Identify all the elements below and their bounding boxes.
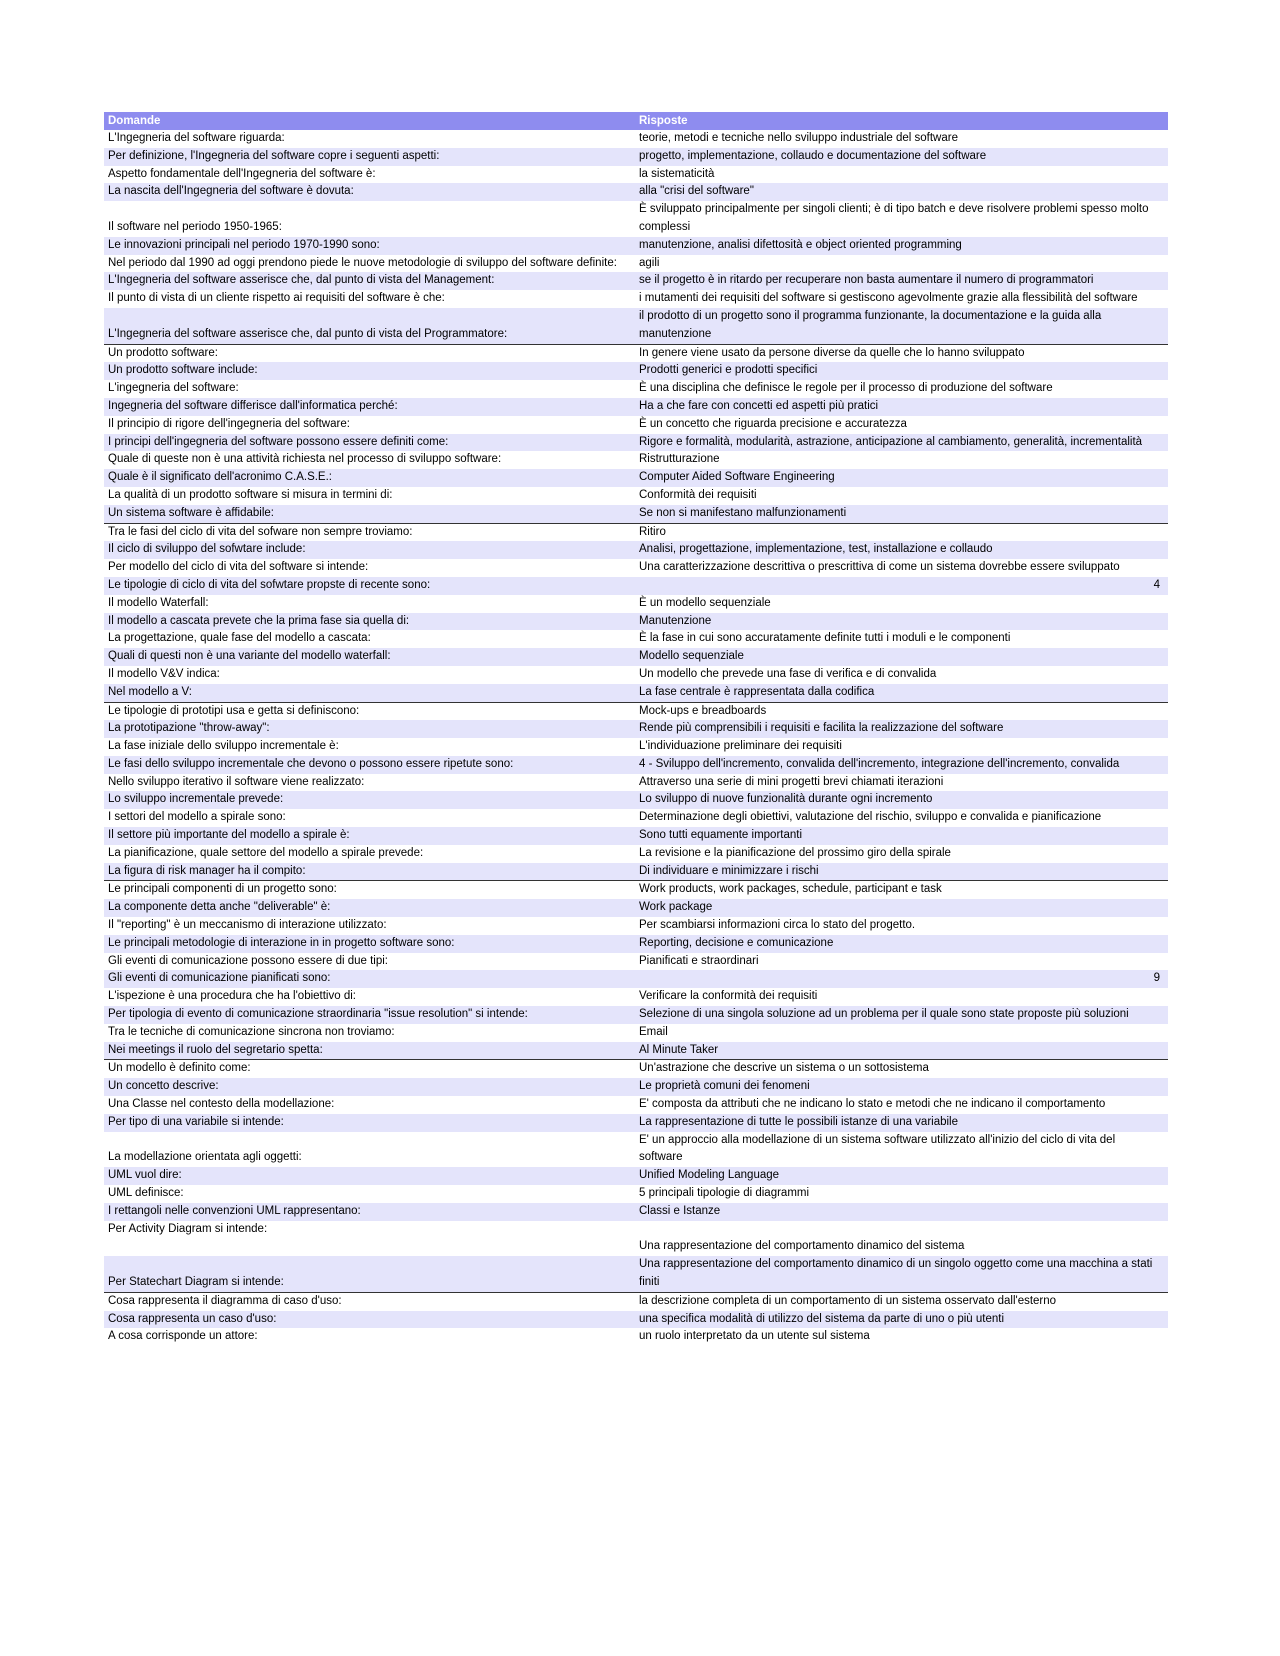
table-row [104, 1024, 1168, 1042]
question-cell: L'ingegneria del software: [108, 382, 239, 395]
table-row [104, 255, 1168, 273]
question-cell: Quale di queste non è una attività richiesta nel processo di sviluppo software: [108, 453, 502, 466]
question-cell: Le innovazioni principali nel periodo 1970-1990 sono: [108, 238, 380, 251]
table-row [104, 899, 1168, 917]
table-row [104, 917, 1168, 935]
answer-cell: Conformità dei requisiti [639, 488, 757, 501]
table-row [104, 505, 1168, 524]
answer-cell: L'individuazione preliminare dei requisiti [639, 740, 842, 753]
question-cell: Il software nel periodo 1950-1965: [108, 220, 282, 233]
answer-cell: Computer Aided Software Engineering [639, 471, 835, 484]
question-cell: Il principio di rigore dell'ingegneria del software: [108, 417, 350, 430]
table-row [104, 1006, 1168, 1024]
question-cell: L'Ingegneria del software asserisce che, dal punto di vista del Management: [108, 274, 495, 287]
answer-cell: In genere viene usato da persone diverse da quelle che lo hanno sviluppato [639, 346, 1025, 359]
table-row [104, 684, 1168, 703]
question-cell: L'Ingegneria del software asserisce che, dal punto di vista del Programmatore: [108, 327, 508, 340]
answer-cell: È una disciplina che definisce le regole per il processo di produzione del software [639, 382, 1053, 395]
table-row [104, 380, 1168, 398]
question-cell: Per definizione, l'Ingegneria del software copre i seguenti aspetti: [108, 149, 440, 162]
answer-cell: È un concetto che riguarda precisione e accuratezza [639, 417, 907, 430]
table-row [104, 613, 1168, 631]
answer-cell: manutenzione, analisi difettosità e object oriented programming [639, 238, 962, 251]
question-cell: Gli eventi di comunicazione possono essere di due tipi: [108, 954, 388, 967]
table-row [104, 827, 1168, 845]
table-row [104, 791, 1168, 809]
question-cell: Un modello è definito come: [108, 1062, 251, 1075]
table-row [104, 953, 1168, 971]
answer-cell: Work products, work packages, schedule, participant e task [639, 883, 942, 896]
question-cell: Una Classe nel contesto della modellazione: [108, 1098, 335, 1111]
table-row [104, 935, 1168, 953]
question-cell: Quale è il significato dell'acronimo C.A.S.E.: [108, 471, 332, 484]
question-cell: Le tipologie di ciclo di vita del sofwtare propste di recente sono: [108, 578, 431, 591]
answer-cell: La rappresentazione di tutte le possibili istanze di una variabile [639, 1115, 959, 1128]
question-cell: La fase iniziale dello sviluppo incrementale è: [108, 740, 339, 753]
table-row [104, 1078, 1168, 1096]
table-row [104, 416, 1168, 434]
table-row [104, 595, 1168, 613]
question-cell: Nel periodo dal 1990 ad oggi prendono piede le nuove metodologie di sviluppo del software definite: [108, 256, 617, 269]
table-header [104, 112, 1168, 130]
question-cell: I settori del modello a spirale sono: [108, 811, 286, 824]
answer-cell: Ristrutturazione [639, 453, 720, 466]
answer-cell: Sono tutti equamente importanti [639, 829, 803, 842]
question-cell: Tra le fasi del ciclo di vita del sofware non sempre troviamo: [108, 525, 413, 538]
answer-cell: Rende più comprensibili i requisiti e facilita la realizzazione del software [639, 722, 1004, 735]
answer-cell: Una caratterizzazione descrittiva o prescrittiva di come un sistema dovrebbe essere sviluppato [639, 561, 1120, 574]
table-row [104, 720, 1168, 738]
question-cell: La componente detta anche "deliverable" è: [108, 901, 331, 914]
question-cell: Le fasi dello sviluppo incrementale che devono o possono essere ripetute sono: [108, 757, 514, 770]
question-cell: La figura di risk manager ha il compito: [108, 864, 306, 877]
answer-cell: Un modello che prevede una fase di verifica e di convalida [639, 667, 937, 680]
table-row [104, 308, 1168, 345]
question-cell: Il "reporting" è un meccanismo di interazione utilizzato: [108, 919, 387, 932]
answer-cell: Manutenzione [639, 614, 712, 627]
question-cell: Cosa rappresenta un caso d'uso: [108, 1312, 277, 1325]
table-row [104, 863, 1168, 882]
question-cell: Ingegneria del software differisce dall'informatica perché: [108, 399, 398, 412]
question-cell: Le principali componenti di un progetto sono: [108, 883, 337, 896]
question-cell: Tra le tecniche di comunicazione sincrona non troviamo: [108, 1025, 395, 1038]
question-cell: I principi dell'ingegneria del software possono essere definiti come: [108, 435, 449, 448]
table-row [104, 148, 1168, 166]
answer-cell: Modello sequenziale [639, 650, 744, 663]
question-cell: Le principali metodologie di interazione in in progetto software sono: [108, 936, 455, 949]
answer-cell: 4 - Sviluppo dell'incremento, convalida dell'incremento, integrazione dell'incremento, convalida [639, 757, 1120, 770]
answer-cell: Reporting, decisione e comunicazione [639, 936, 834, 949]
table-row [104, 756, 1168, 774]
table-row [104, 666, 1168, 684]
table-row [104, 970, 1168, 988]
header-questions: Domande [108, 115, 161, 127]
answer-cell: E' un approccio alla modellazione di un sistema software utilizzato all'inizio del ciclo di vita del software [639, 1133, 1116, 1164]
header-answers: Risposte [639, 115, 688, 127]
table-row [104, 1221, 1168, 1257]
question-cell: L'ispezione è una procedura che ha l'obiettivo di: [108, 990, 356, 1003]
answer-cell: Ritiro [639, 525, 666, 538]
answer-cell: 9 [1153, 972, 1160, 985]
question-cell: Nello sviluppo iterativo il software viene realizzato: [108, 775, 365, 788]
question-cell: La progettazione, quale fase del modello a cascata: [108, 632, 371, 645]
question-cell: Il modello Waterfall: [108, 596, 209, 609]
question-cell: Aspetto fondamentale dell'Ingegneria del software è: [108, 167, 376, 180]
answer-cell: Work package [639, 901, 713, 914]
table-row [104, 1293, 1168, 1311]
answer-cell: Lo sviluppo di nuove funzionalità durante ogni incremento [639, 793, 933, 806]
table-row [104, 183, 1168, 201]
table-row [104, 648, 1168, 666]
table-row [104, 434, 1168, 452]
qa-table [104, 112, 1168, 1346]
table-row [104, 398, 1168, 416]
table-row [104, 487, 1168, 505]
question-cell: Nel modello a V: [108, 685, 192, 698]
answer-cell: progetto, implementazione, collaudo e documentazione del software [639, 149, 987, 162]
question-cell: Quali di questi non è una variante del modello waterfall: [108, 650, 391, 663]
table-row [104, 559, 1168, 577]
question-cell: Il settore più importante del modello a spirale è: [108, 829, 350, 842]
table-row [104, 469, 1168, 487]
answer-cell: Rigore e formalità, modularità, astrazione, anticipazione al cambiamento, generalità, incrementalità [639, 435, 1143, 448]
answer-cell: Unified Modeling Language [639, 1169, 780, 1182]
question-cell: Per Activity Diagram si intende: [108, 1222, 268, 1235]
answer-cell: i mutamenti dei requisiti del software si gestiscono agevolmente grazie alla flessibilità del software [639, 292, 1138, 305]
question-cell: Il modello V&V indica: [108, 667, 220, 680]
question-cell: Un sistema software è affidabile: [108, 506, 274, 519]
answer-cell: Un'astrazione che descrive un sistema o un sottosistema [639, 1062, 929, 1075]
table-row [104, 1132, 1168, 1168]
table-row [104, 988, 1168, 1006]
answer-cell: Email [639, 1025, 668, 1038]
question-cell: La prototipazione "throw-away": [108, 722, 270, 735]
answer-cell: È sviluppato principalmente per singoli clienti; è di tipo batch e deve risolvere problemi spesso molto complessi [639, 203, 1149, 233]
table-row [104, 541, 1168, 559]
table-body [104, 130, 1168, 1346]
table-row [104, 1256, 1168, 1293]
answer-cell: Di individuare e minimizzare i rischi [639, 864, 819, 877]
table-row [104, 845, 1168, 863]
table-row [104, 774, 1168, 792]
answer-cell: Se non si manifestano malfunzionamenti [639, 506, 847, 519]
table-row [104, 1042, 1168, 1061]
table-row [104, 1311, 1168, 1329]
table-row [104, 809, 1168, 827]
question-cell: Per modello del ciclo di vita del software si intende: [108, 561, 369, 574]
question-cell: I rettangoli nelle convenzioni UML rappresentano: [108, 1204, 361, 1217]
table-row [104, 738, 1168, 756]
answer-cell: una specifica modalità di utilizzo del sistema da parte di uno o più utenti [639, 1312, 1005, 1325]
answer-cell: E' composta da attributi che ne indicano lo stato e metodi che ne indicano il comportamento [639, 1098, 1106, 1111]
answer-cell: la descrizione completa di un comportamento di un sistema osservato dall'esterno [639, 1294, 1057, 1307]
table-row [104, 130, 1168, 148]
question-cell: Un prodotto software include: [108, 364, 258, 377]
table-row [104, 290, 1168, 308]
answer-cell: Ha a che fare con concetti ed aspetti più pratici [639, 399, 879, 412]
answer-cell: Per scambiarsi informazioni circa lo stato del progetto. [639, 919, 916, 932]
table-row [104, 577, 1168, 595]
table-row [104, 630, 1168, 648]
question-cell: Il ciclo di sviluppo del sofwtare include: [108, 543, 306, 556]
table-row [104, 451, 1168, 469]
answer-cell: Selezione di una singola soluzione ad un problema per il quale sono state proposte più soluzioni [639, 1008, 1129, 1021]
answer-cell: Pianificati e straordinari [639, 954, 759, 967]
question-cell: Cosa rappresenta il diagramma di caso d'uso: [108, 1294, 342, 1307]
answer-cell: La fase centrale è rappresentata dalla codifica [639, 685, 875, 698]
question-cell: Il punto di vista di un cliente rispetto ai requisiti del software è che: [108, 292, 445, 305]
table-row [104, 1114, 1168, 1132]
table-row [104, 166, 1168, 184]
answer-cell: Una rappresentazione del comportamento dinamico di un singolo oggetto come una macchina a stati finiti [639, 1258, 1153, 1288]
answer-cell: Al Minute Taker [639, 1043, 719, 1056]
question-cell: Per tipologia di evento di comunicazione straordinaria "issue resolution" si intende: [108, 1008, 528, 1021]
table-row [104, 524, 1168, 542]
question-cell: Per Statechart Diagram si intende: [108, 1276, 284, 1288]
answer-cell: Classi e Istanze [639, 1204, 721, 1217]
question-cell: La modellazione orientata agli oggetti: [108, 1151, 302, 1164]
table-row [104, 362, 1168, 380]
answer-cell: Una rappresentazione del comportamento dinamico del sistema [639, 1240, 965, 1253]
table-row [104, 345, 1168, 363]
question-cell: UML vuol dire: [108, 1169, 182, 1182]
table-row [104, 272, 1168, 290]
table-row [104, 237, 1168, 255]
table-row [104, 1328, 1168, 1346]
question-cell: Il modello a cascata prevete che la prima fase sia quella di: [108, 614, 410, 627]
question-cell: Per tipo di una variabile si intende: [108, 1115, 284, 1128]
answer-cell: teorie, metodi e tecniche nello sviluppo industriale del software [639, 132, 958, 144]
table-row [104, 703, 1168, 721]
answer-cell: Determinazione degli obiettivi, valutazione del rischio, sviluppo e convalida e pianificazione [639, 811, 1102, 824]
question-cell: L'Ingegneria del software riguarda: [108, 132, 285, 144]
table-row [104, 1096, 1168, 1114]
table-row [104, 1203, 1168, 1221]
table-row [104, 881, 1168, 899]
answer-cell: Attraverso una serie di mini progetti brevi chiamati iterazioni [639, 775, 944, 788]
answer-cell: agili [639, 256, 660, 269]
answer-cell: Verificare la conformità dei requisiti [639, 990, 818, 1003]
answer-cell: il prodotto di un progetto sono il programma funzionante, la documentazione e la guida alla manutenzione [639, 309, 1102, 340]
answer-cell: se il progetto è in ritardo per recuperare non basta aumentare il numero di programmatori [639, 274, 1094, 287]
answer-cell: È la fase in cui sono accuratamente definite tutti i moduli e le componenti [639, 632, 1011, 645]
answer-cell: Prodotti generici e prodotti specifici [639, 364, 818, 377]
table-row [104, 1185, 1168, 1203]
answer-cell: la sistematicità [639, 167, 715, 180]
question-cell: La pianificazione, quale settore del modello a spirale prevede: [108, 846, 424, 859]
answer-cell: È un modello sequenziale [639, 596, 771, 609]
question-cell: La nascita dell'Ingegneria del software è dovuta: [108, 185, 354, 198]
answer-cell: alla "crisi del software" [639, 185, 754, 198]
question-cell: Nei meetings il ruolo del segretario spetta: [108, 1043, 323, 1056]
question-cell: Gli eventi di comunicazione pianificati sono: [108, 972, 331, 985]
table-row [104, 1060, 1168, 1078]
answer-cell: Analisi, progettazione, implementazione, test, installazione e collaudo [639, 543, 993, 556]
table-row [104, 201, 1168, 237]
question-cell: Lo sviluppo incrementale prevede: [108, 793, 284, 806]
question-cell: La qualità di un prodotto software si misura in termini di: [108, 488, 393, 501]
question-cell: UML definisce: [108, 1187, 184, 1200]
question-cell: Un concetto descrive: [108, 1080, 219, 1093]
answer-cell: 4 [1153, 578, 1160, 591]
question-cell: Le tipologie di prototipi usa e getta si definiscono: [108, 704, 360, 717]
answer-cell: La revisione e la pianificazione del prossimo giro della spirale [639, 846, 951, 859]
question-cell: Un prodotto software: [108, 346, 218, 359]
answer-cell: un ruolo interpretato da un utente sul sistema [639, 1330, 870, 1343]
table-row [104, 1167, 1168, 1185]
answer-cell: Le proprietà comuni dei fenomeni [639, 1080, 810, 1093]
answer-cell: 5 principali tipologie di diagrammi [639, 1187, 810, 1200]
answer-cell: Mock-ups e breadboards [639, 704, 767, 717]
question-cell: A cosa corrisponde un attore: [108, 1330, 258, 1343]
